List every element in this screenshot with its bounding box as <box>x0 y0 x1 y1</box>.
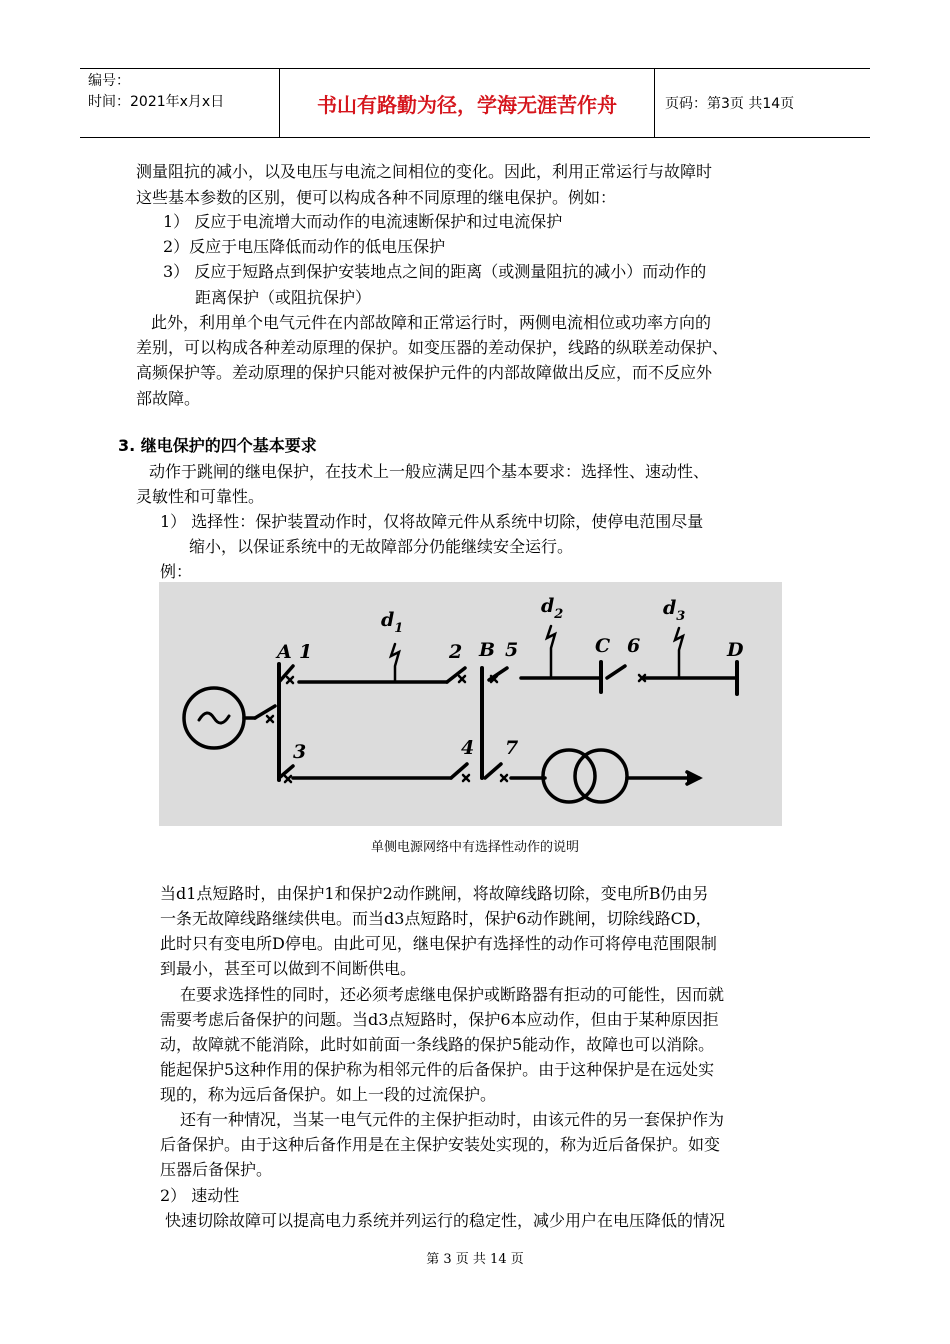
transformer-secondary <box>575 750 627 802</box>
text-line: 动作于跳闸的继电保护，在技术上一般应满足四个基本要求：选择性、速动性、 <box>149 462 710 481</box>
number-label: 编号： <box>88 73 130 89</box>
text-line: 现的，称为远后备保护。如上一段的过流保护。 <box>160 1085 497 1104</box>
text-line: 此时只有变电所D停电。由此可见，继电保护有选择性的动作可将停电范围限制 <box>160 934 717 953</box>
text-line: 此外，利用单个电气元件在内部故障和正常运行时，两侧电流相位或功率方向的 <box>151 313 712 332</box>
text-line: 能起保护5这种作用的保护称为相邻元件的后备保护。由于这种保护是在远处实 <box>160 1060 715 1079</box>
text-line: 差别，可以构成各种差动原理的保护。如变压器的差动保护，线路的纵联差动保护、 <box>136 338 729 357</box>
list-item: 1） 反应于电流增大而动作的电流速断保护和过电流保护 <box>163 212 563 231</box>
time-label: 时间：2021年x月x日 <box>88 94 225 110</box>
text-line: 压器后备保护。 <box>160 1160 273 1179</box>
fault-label-d3: $d_3$ <box>663 597 686 624</box>
breaker-label-3: 3 <box>293 741 307 763</box>
text-line: 高频保护等。差动原理的保护只能对被保护元件的内部故障做出反应，而不反应外 <box>136 363 713 382</box>
bus-label-b: B <box>479 639 496 661</box>
text-line: 一条无故障线路继续供电。而当d3点短路时，保护6动作跳闸，切除线路CD， <box>160 909 712 928</box>
list-item-continuation: 距离保护（或阻抗保护） <box>195 288 372 307</box>
bus-label-d: D <box>727 639 744 661</box>
text-line: 在要求选择性的同时，还必须考虑继电保护或断路器有拒动的可能性，因而就 <box>180 985 725 1004</box>
list-item: 3） 反应于短路点到保护安装地点之间的距离（或测量阻抗的减小）而动作的 <box>163 262 707 281</box>
subsection-heading: 2） 速动性 <box>160 1186 240 1205</box>
breaker-label-6: 6 <box>627 635 641 657</box>
breaker-label-2: 2 <box>449 641 463 663</box>
breaker-label-1: 1 <box>299 641 313 663</box>
page-footer: 第 3 页 共 14 页 <box>426 1252 524 1267</box>
circuit-diagram <box>159 582 782 826</box>
bus-label-c: C <box>595 635 611 657</box>
bus-label-a: A <box>277 641 292 663</box>
text-line: 动，故障就不能消除，此时如前面一条线路的保护5能动作，故障也可以消除。 <box>160 1035 715 1054</box>
list-item: 2）反应于电压降低而动作的低电压保护 <box>163 237 446 256</box>
list-item: 1） 选择性：保护装置动作时，仅将故障元件从系统中切除，使停电范围尽量 <box>160 512 704 531</box>
text-line: 需要考虑后备保护的问题。当d3点短路时，保护6本应动作，但由于某种原因拒 <box>160 1010 719 1029</box>
header-page-label: 页码：第3页 共14页 <box>665 96 795 112</box>
transformer-primary <box>543 750 595 802</box>
figure-caption: 单侧电源网络中有选择性动作的说明 <box>370 840 579 855</box>
text-line: 当d1点短路时，由保护1和保护2动作跳闸，将故障线路切除，变电所B仍由另 <box>160 884 709 903</box>
circuit-figure <box>159 582 782 826</box>
text-line: 到最小，甚至可以做到不间断供电。 <box>160 959 417 978</box>
fault-label-d1: $d_1$ <box>381 609 404 636</box>
fault-d3-marker <box>675 628 683 678</box>
breaker-label-7: 7 <box>505 737 519 759</box>
text-line: 还有一种情况，当某一电气元件的主保护拒动时，由该元件的另一套保护作为 <box>180 1110 725 1129</box>
text-line: 快速切除故障可以提高电力系统并列运行的稳定性，减少用户在电压降低的情况 <box>165 1211 726 1230</box>
text-line: 灵敏性和可靠性。 <box>136 487 265 506</box>
section-heading: 3. 继电保护的四个基本要求 <box>118 436 317 455</box>
page-header <box>80 68 870 138</box>
text-line: 这些基本参数的区别，便可以构成各种不同原理的继电保护。例如： <box>136 188 617 207</box>
list-item-continuation: 缩小，以保证系统中的无故障部分仍能继续安全运行。 <box>189 537 574 556</box>
breaker-label-4: 4 <box>461 737 475 759</box>
fault-d1-marker <box>391 644 399 682</box>
header-meta <box>80 69 280 137</box>
fault-label-d2: $d_2$ <box>541 595 564 622</box>
fault-d2-marker <box>547 626 555 678</box>
breaker-label-5: 5 <box>505 639 519 661</box>
header-motto: 书山有路勤为径，学海无涯苦作舟 <box>280 69 655 137</box>
text-line: 后备保护。由于这种后备作用是在主保护安装处实现的，称为近后备保护。如变 <box>160 1135 721 1154</box>
example-label: 例： <box>160 562 193 581</box>
text-line: 测量阻抗的减小，以及电压与电流之间相位的变化。因此，利用正常运行与故障时 <box>136 162 713 181</box>
text-line: 部故障。 <box>136 389 201 408</box>
